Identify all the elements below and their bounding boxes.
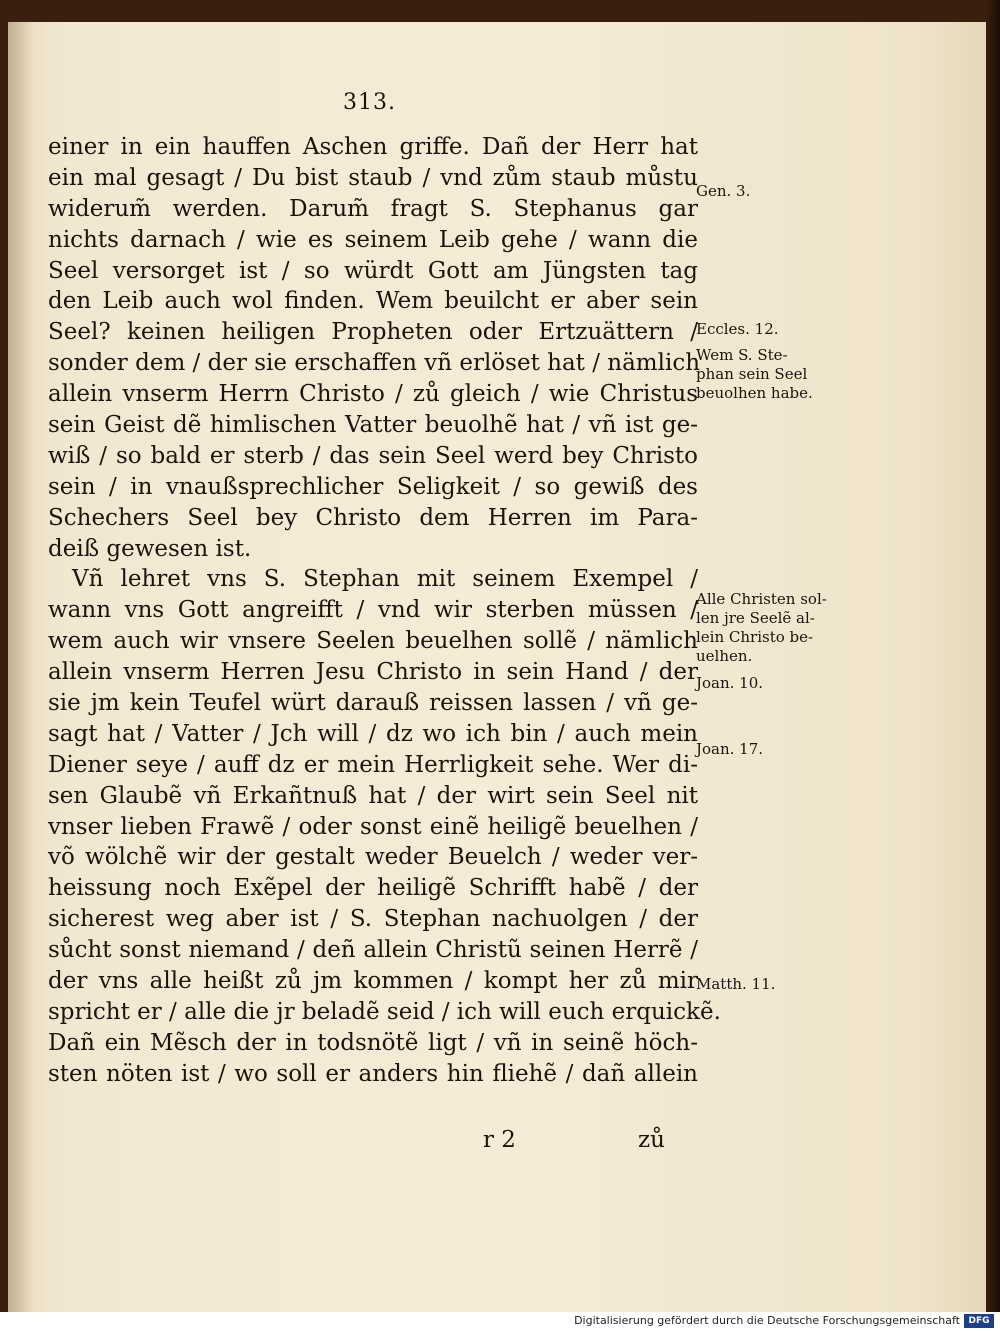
text-line: Schechers Seel bey Christo dem Herren im Para-	[48, 504, 698, 531]
margin-note-joan-17: Joan. 17.	[696, 740, 764, 758]
text-line: wiß / so bald er sterb / das sein Seel werd bey Christo	[48, 442, 698, 469]
text-line: vnser lieben Frawẽ / oder sonst einẽ heiligẽ beuelhen /	[48, 813, 698, 840]
text-line: sie jm kein Teufel würt darauß reissen lassen / vñ ge-	[48, 690, 698, 717]
catchword: zů	[638, 1127, 665, 1153]
margin-note-gen: Gen. 3.	[696, 182, 751, 200]
text-line: heissung noch Exẽpel der heiligẽ Schrifft habẽ / der	[48, 875, 698, 902]
page-number: 313.	[343, 90, 396, 115]
dfg-logo: DFG	[964, 1314, 994, 1328]
text-line: Dañ ein Mẽsch der in todsnötẽ ligt / vñ in seinẽ höch-	[48, 1029, 698, 1056]
text-line: sicherest weg aber ist / S. Stephan nachuolgen / der	[48, 906, 698, 933]
book-page	[8, 22, 988, 1312]
text-line: nichts darnach / wie es seinem Leib gehe / wann die	[48, 226, 698, 253]
main-text-block	[48, 132, 721, 1090]
text-line: sůcht sonst niemand / deñ allein Christũ seinen Herrẽ /	[48, 937, 698, 964]
footer-credit: Digitalisierung gefördert durch die Deutsche Forschungsgemeinschaft	[574, 1314, 960, 1327]
text-line: der vns alle heißt zů jm kommen / kompt her zů mir	[48, 968, 698, 995]
text-line: wem auch wir vnsere Seelen beuelhen sollẽ / nämlich	[48, 628, 698, 655]
text-line: wann vns Gott angreifft / vnd wir sterben müssen /	[48, 597, 698, 624]
text-line: ein mal gesagt / Du bist staub / vnd zům staub můstu	[48, 164, 698, 191]
text-line: den Leib auch wol finden. Wem beuilcht er aber sein	[48, 288, 698, 315]
margin-note-matth: Matth. 11.	[696, 975, 776, 993]
text-line: allein vnserm Herren Jesu Christo in sein Hand / der	[48, 659, 698, 686]
text-line: spricht er / alle die jr beladẽ seid / ich will euch erquickẽ.	[48, 998, 721, 1025]
margin-note-joan-10: Joan. 10.	[696, 674, 764, 692]
margin-note-eccles: Eccles. 12.	[696, 320, 779, 338]
signature-mark: r 2	[483, 1127, 516, 1153]
text-line: sagt hat / Vatter / Jch will / dz wo ich bin / auch mein	[48, 720, 698, 747]
text-line: sen Glaubẽ vñ Erkañtnuß hat / der wirt sein Seel nit	[48, 782, 698, 809]
margin-note-christen: Alle Christen sol- len jre Seelẽ al- lein Christo be- uelhen.	[696, 590, 827, 665]
text-line: Seel versorget ist / so würdt Gott am Jüngsten tag	[48, 257, 698, 284]
text-line: sten nöten ist / wo soll er anders hin fliehẽ / dañ allein	[48, 1060, 698, 1087]
text-line: Diener seye / auff dz er mein Herrligkeit sehe. Wer di-	[48, 751, 698, 778]
text-line: einer in ein hauffen Aschen griffe. Dañ der Herr hat	[48, 134, 698, 160]
paragraph-start-line: Vñ lehret vns S. Stephan mit seinem Exempel /	[72, 566, 698, 593]
text-line: sein Geist dẽ himlischen Vatter beuolhẽ hat / vñ ist ge-	[48, 412, 698, 439]
text-line: Seel? keinen heiligen Propheten oder Ertzuättern /	[48, 319, 698, 346]
text-line: võ wölchẽ wir der gestalt weder Beuelch / weder ver-	[48, 844, 698, 871]
text-line: allein vnserm Herrn Christo / zů gleich / wie Christus	[48, 381, 698, 408]
text-line: sonder dem / der sie erschaffen vñ erlöset hat / nämlich	[48, 350, 701, 377]
margin-note-stephan: Wem S. Ste- phan sein Seel beuolhen habe.	[696, 346, 813, 402]
footer-bar	[0, 1312, 1000, 1331]
text-line: deiß gewesen ist.	[48, 535, 252, 562]
text-line: sein / in vnaußsprechlicher Seligkeit / so gewiß des	[48, 473, 698, 500]
text-line: widerum̃ werden. Darum̃ fragt S. Stephanus gar	[48, 195, 698, 222]
